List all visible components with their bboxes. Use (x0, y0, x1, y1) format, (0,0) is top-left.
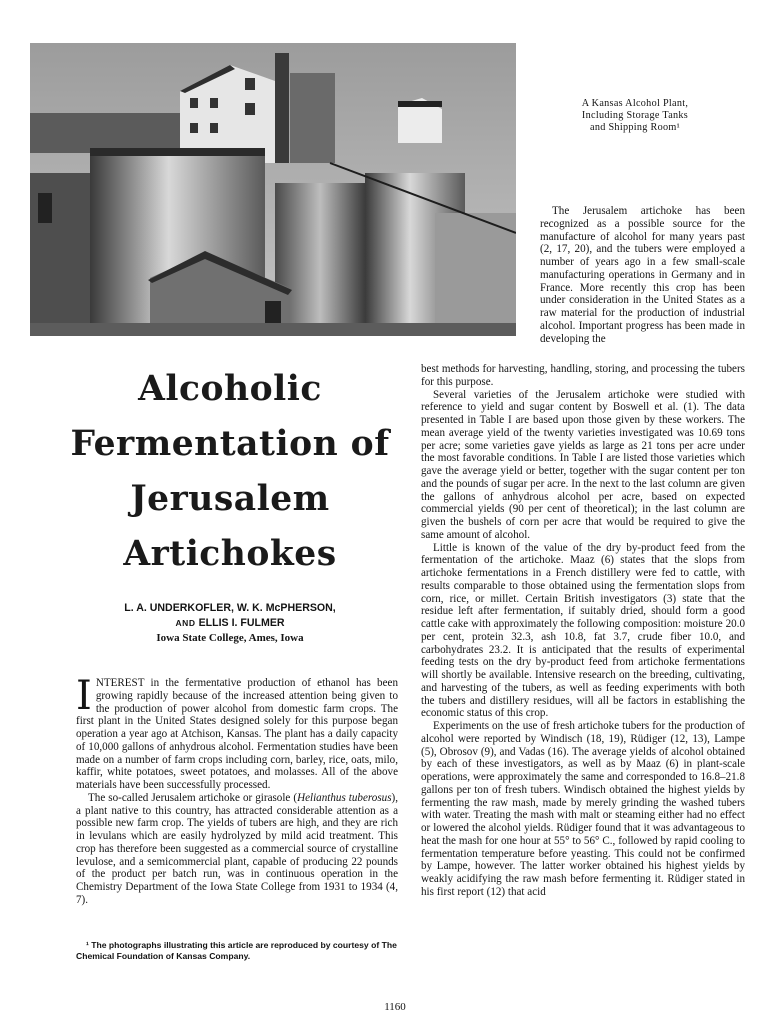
title-line: Fermentation of (70, 424, 390, 464)
author-block (60, 601, 400, 646)
body-paragraph: Experiments on the use of fresh artichoke tubers for the production of alcohol were reported by Windisch (18, 19), Rüdiger (12, 13), Lampe (5), Obrosov (9), and Vadas (16). The average yields of alcohol obtained by each of these investigators, as well as by Maaz (6) in plant-scale operations, were approximately the same and corresponded to 16.8–21.8 gallons per ton of fresh tubers. Windisch obtained the highest yields by fermenting the raw mash, made by merely grinding the washed tubers with water. Treating the mash with malt or steaming either had no effect or lowered the alcohol yields. Rüdiger found that it was advantageous to heat the mash for one hour at 55° to 56° C., followed by rapid cooling to fermentation temperature before yeasting. This could not be confirmed by Lampe, however. The latter worker obtained his highest yields by weakly acidifying the raw mash before fermenting it. Rüdiger stated in his first report (12) that acid (421, 720, 745, 898)
intro-paragraph: The Jerusalem artichoke has been recognized as a possible source for the manufacture of alcohol for many years past (2, 17, 20), and the tubers were employed a number of years ago in a few small-scale manufacturing operations in Germany and in France. More recently this crop has been under consideration in the United States as a raw material for the production of industrial alcohol. Important progress has been made in developing the (540, 205, 745, 345)
title-line: Jerusalem (130, 479, 330, 519)
left-column (76, 673, 398, 907)
body-paragraph: Little is known of the value of the dry by-product feed from the fermentation of the artichoke. Maaz (6) states that the slops from artichoke fermentations in a French distillery were fed to cattle, with results comparable to those obtained using the fermentation slops from corn, rice, or millet. Certain British investigators (3) state that the residue left after fermentation, if suitably dried, should form a good cattle cake with approximately the following composition: moisture 20.0 per cent, protein 32.3, ash 10.8, fat 3.7, crude fiber 10.0, and carbohydrates 23.2. It is anticipated that the results of experimental feeding tests on the dry by-product feed from artichoke fermentations will shortly be available. Intensive research on the breeding, cultivating, and harvesting of the tubers, as well as feeding experiments with both the tubers and distillery residues, will all be factors in establishing the economic status of this crop. (421, 541, 745, 720)
author-and: AND (175, 618, 196, 628)
alcohol-plant-photo-graphic (30, 43, 516, 336)
affiliation: Iowa State College, Ames, Iowa (156, 632, 304, 644)
right-column (421, 363, 745, 899)
species-name: Helianthus tuberosus (297, 791, 392, 804)
author-names-2 (60, 616, 400, 631)
page-number: 1160 (384, 1001, 406, 1013)
plant-photograph (30, 43, 516, 336)
body-paragraph: best methods for harvesting, handling, storing, and processing the tubers for this purpose. (421, 363, 745, 388)
article-title (40, 362, 420, 582)
drop-cap: I (76, 673, 92, 719)
body-paragraph (76, 792, 398, 907)
author-name: ELLIS I. FULMER (198, 617, 285, 629)
caption-line: Including Storage Tanks (581, 110, 689, 121)
intro-column (540, 205, 745, 345)
author-names: L. A. UNDERKOFLER, W. K. McPHERSON, (124, 602, 336, 614)
body-paragraph-text: The so-called Jerusalem artichoke or girasole (Helianthus tuberosus), a plant native to this country, has attracted considerable attention as a possible new farm crop. The yields of tubers are high, and they are rich in levulans which are easily hydrolyzed by mild acid treatment. This crop has therefore been suggested as a commercial source of crystalline levulose, and a semicommercial plant, capable of producing 22 pounds of the product per batch run, was in continuous operation in the Chemistry Department of the Iowa State College from 1931 to 1934 (4, 7). (76, 791, 398, 906)
title-line: Artichokes (123, 534, 337, 574)
body-paragraph: Several varieties of the Jerusalem artichoke were studied with reference to yield and sugar content by Boswell et al. (1). The data presented in Table I are based upon those given by these workers. The mean average yield of the twenty varieties investigated was 10.69 tons per acre; some varieties gave yields as large as 21 tons per acre under the most favorable conditions. In Table I are listed those varieties which gave the average yield or better, together with the sugar content per ton and the pounds of sugar per acre. In the next to the last column are given the gallons of anhydrous alcohol per acre, based on expected commercial yields (90 per cent of theoretical); in the last column are given the bushels of corn per acre that would be required to give the same amount of alcohol. (421, 388, 745, 541)
caption-line: and Shipping Room¹ (590, 122, 680, 133)
footnote (76, 940, 398, 961)
title-line: Alcoholic (138, 369, 322, 409)
body-paragraph (76, 673, 398, 792)
caption-line: A Kansas Alcohol Plant, (581, 98, 689, 109)
photo-caption (540, 98, 730, 134)
body-paragraph-text: INTEREST in the fermentative production of ethanol has been growing rapidly because of the increased attention being given to the production of power alcohol from domestic farm crops. The first plant in the United States designed solely for this purpose began operation a year ago at Atchison, Kansas. The plant has a daily capacity of 10,000 gallons of anhydrous alcohol. Fermentation studies have been made on a number of farm crops including corn, barley, rice, oats, milo, kaffir, white potatoes, sweet potatoes, and molasses. All of the above materials have been successfully processed. (76, 673, 398, 791)
footnote-text: ¹ The photographs illustrating this article are reproduced by courtesy of The Chemical Foundation of Kansas Company. (76, 940, 397, 961)
